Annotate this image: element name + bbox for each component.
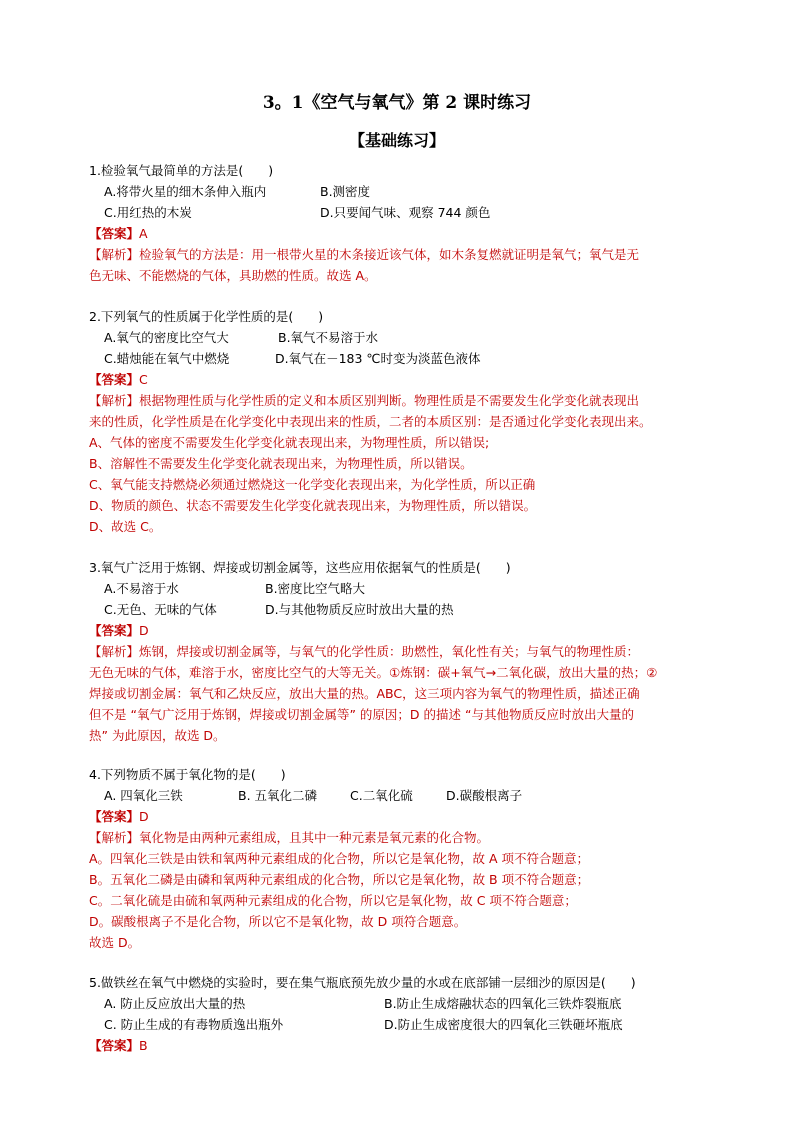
q4-analysis-line-2: A。四氧化三铁是由铁和氧两种元素组成的化合物，所以它是氧化物，故 A 项不符合题意；: [89, 851, 590, 866]
q3-analysis-line-2: 无色无味的气体，难溶于水，密度比空气的大等无关。①炼钢：碳+氧气→二氧化碳，放出大量的热；②: [89, 665, 658, 680]
q1-option-c: C.用红热的木炭: [104, 205, 192, 220]
q4-option-c: C.二氧化硫: [350, 788, 413, 803]
q2-option-d: D.氧气在－183 ℃时变为淡蓝色液体: [275, 351, 481, 366]
q5-option-d: D.防止生成密度很大的四氧化三铁砸坏瓶底: [384, 1017, 623, 1032]
answer-label: 【答案】: [89, 623, 140, 638]
q1-option-d: D.只要闻气味、观察 744 颜色: [320, 205, 491, 220]
answer-label: 【答案】: [89, 809, 140, 824]
q5-stem: 5.做铁丝在氧气中燃烧的实验时，要在集气瓶底预先放少量的水或在底部铺一层细沙的原因是( ): [89, 975, 636, 990]
q4-option-b: B. 五氧化二磷: [238, 788, 318, 803]
q4-analysis-line-1: [89, 828, 489, 848]
q1-analysis-text-1: 检验氧气的方法是：用一根带火星的木条接近该气体，如木条复燃就证明是氧气；氧气是无: [139, 247, 640, 262]
q2-analysis-line-7: D、故选 C。: [89, 519, 162, 534]
q2-option-c: C.蜡烛能在氧气中燃烧: [104, 351, 230, 366]
q3-analysis-line-3: 焊接或切割金属：氧气和乙炔反应，放出大量的热。ABC，这三项内容为氧气的物理性质，描述正确: [89, 686, 640, 701]
q2-analysis-line-6: D、物质的颜色、状态不需要发生化学变化就表现出来，为物理性质，所以错误。: [89, 498, 537, 513]
q3-analysis-line-1: [89, 642, 639, 662]
q4-analysis-line-5: D。碳酸根离子不是化合物，所以它不是氧化物，故 D 项符合题意。: [89, 914, 467, 929]
q4-analysis-line-6: 故选 D。: [89, 935, 141, 950]
q4-analysis-text-1: 氧化物是由两种元素组成，且其中一种元素是氧元素的化合物。: [139, 830, 490, 845]
q3-stem: 3.氧气广泛用于炼钢、焊接或切割金属等，这些应用依据氧气的性质是( ): [89, 560, 511, 575]
q4-analysis-line-4: C。二氧化硫是由硫和氧两种元素组成的化合物，所以它是氧化物，故 C 项不符合题意；: [89, 893, 577, 908]
q4-answer: [89, 807, 149, 827]
q5-option-a: A. 防止反应放出大量的热: [104, 996, 246, 1011]
q5-option-c: C. 防止生成的有毒物质逸出瓶外: [104, 1017, 284, 1032]
q5-answer: [89, 1036, 148, 1056]
q1-option-b: B.测密度: [320, 184, 371, 199]
answer-label: 【答案】: [89, 1038, 140, 1053]
q4-option-a: A. 四氧化三铁: [104, 788, 183, 803]
analysis-label: 【解析】: [89, 247, 140, 262]
q2-answer-value: C: [139, 372, 148, 387]
q2-analysis-line-2: 来的性质，化学性质是在化学变化中表现出来的性质，二者的本质区别：是否通过化学变化表现出来。: [89, 414, 652, 429]
q4-analysis-line-3: B。五氧化二磷是由磷和氧两种元素组成的化合物，所以它是氧化物，故 B 项不符合题意；: [89, 872, 590, 887]
answer-label: 【答案】: [89, 372, 140, 387]
q1-analysis-line-1: [89, 245, 639, 265]
q2-option-a: A.氧气的密度比空气大: [104, 330, 229, 345]
analysis-label: 【解析】: [89, 830, 140, 845]
q4-answer-value: D: [139, 809, 149, 824]
q2-analysis-line-5: C、氧气能支持燃烧必须通过燃烧这一化学变化表现出来，为化学性质，所以正确: [89, 477, 536, 492]
analysis-label: 【解析】: [89, 393, 140, 408]
q2-stem: 2.下列氧气的性质属于化学性质的是( ): [89, 309, 324, 324]
q1-answer: [89, 224, 148, 244]
q5-option-b: B.防止生成熔融状态的四氧化三铁炸裂瓶底: [384, 996, 622, 1011]
q3-answer-value: D: [139, 623, 149, 638]
q3-option-a: A.不易溶于水: [104, 581, 179, 596]
section-heading: 【基础练习】: [348, 131, 445, 150]
q3-option-c: C.无色、无味的气体: [104, 602, 217, 617]
q1-answer-value: A: [139, 226, 148, 241]
answer-label: 【答案】: [89, 226, 140, 241]
q2-option-b: B.氧气不易溶于水: [278, 330, 379, 345]
q2-answer: [89, 370, 148, 390]
q3-answer: [89, 621, 149, 641]
q3-analysis-line-4: 但不是 “氧气广泛用于炼钢，焊接或切割金属等” 的原因；D 的描述 “与其他物质反应时放出大量的: [89, 707, 634, 722]
q2-analysis-line-3: A、气体的密度不需要发生化学变化就表现出来，为物理性质，所以错误;: [89, 435, 490, 450]
q4-option-d: D.碳酸根离子: [446, 788, 523, 803]
q1-analysis-line-2: 色无味、不能燃烧的气体，具助燃的性质。故选 A。: [89, 268, 377, 283]
q3-option-d: D.与其他物质反应时放出大量的热: [265, 602, 454, 617]
q3-analysis-text-1: 炼钢，焊接或切割金属等，与氧气的化学性质：助燃性，氧化性有关；与氧气的物理性质：: [139, 644, 640, 659]
page-title: 3。1《空气与氧气》第 2 课时练习: [262, 93, 532, 113]
q3-analysis-line-5: 热” 为此原因，故选 D。: [89, 728, 226, 743]
q2-analysis-text-1: 根据物理性质与化学性质的定义和本质区别判断。物理性质是不需要发生化学变化就表现出: [139, 393, 640, 408]
q1-stem: 1.检验氧气最简单的方法是( ): [89, 163, 274, 178]
q2-analysis-line-1: [89, 391, 639, 411]
analysis-label: 【解析】: [89, 644, 140, 659]
q4-stem: 4.下列物质不属于氧化物的是( ): [89, 767, 286, 782]
q5-answer-value: B: [139, 1038, 148, 1053]
q3-option-b: B.密度比空气略大: [265, 581, 366, 596]
q2-analysis-line-4: B、溶解性不需要发生化学变化就表现出来，为物理性质，所以错误。: [89, 456, 473, 471]
q1-option-a: A.将带火星的细木条伸入瓶内: [104, 184, 267, 199]
